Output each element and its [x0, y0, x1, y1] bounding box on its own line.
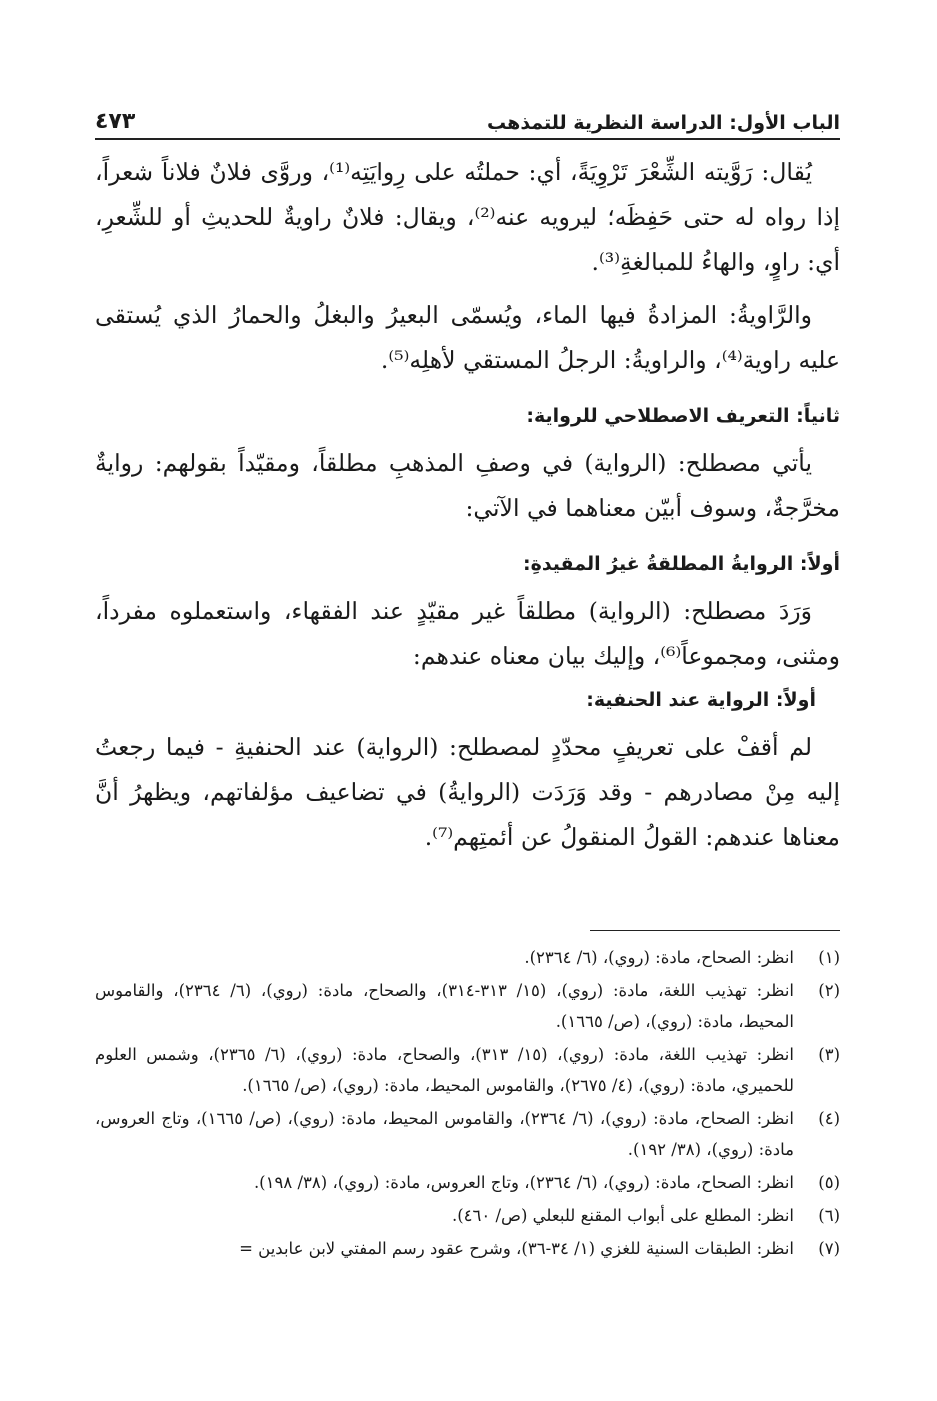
- footnote: [95, 1103, 840, 1165]
- footnote-number: (٦): [818, 1206, 840, 1225]
- running-header: [95, 98, 840, 140]
- footnote-number: (٢): [818, 981, 840, 1000]
- footnote-number: (٣): [818, 1045, 840, 1064]
- paragraph-term-usage: يأتي مصطلح: (الرواية) في وصفِ المذهبِ مطلقاً، ومقيّداً بقولهم: روايةٌ مخرَّجةٌ، وسوف أبيّن معناهما في الآتي:: [95, 449, 840, 522]
- paragraph-hanafi-meaning: لم أقفْ على تعريفٍ محدّدٍ لمصطلح: (الرواية) عند الحنفيةِ - فيما رجعتُ إليه مِنْ مصادرهم - وقد وَرَدَت (الروايةُ) في تضاعيف مؤلفاتهم، ويظهرُ أنَّ معناها عندهم: القولُ المنقولُ عن أئمتِهم⁽⁷⁾.: [95, 733, 840, 851]
- footnote: [95, 1167, 840, 1198]
- footnote-number: (٤): [818, 1109, 840, 1128]
- page-number: ٤٧٣: [95, 109, 136, 134]
- chapter-title: الباب الأول: الدراسة النظرية للتمذهب: [487, 112, 840, 134]
- footnote-text: انظر: تهذيب اللغة، مادة: (روي)، (١٥/ ٣١٣)، والصحاح، مادة: (روي)، (٦/ ٢٣٦٥)، وشمس العلوم للحميري، مادة: (روي)، (٤/ ٢٦٧٥)، والقاموس المحيط، مادة: (روي)، (ص/ ١٦٦٥).: [95, 1045, 794, 1095]
- footnote-text: انظر: الصحاح، مادة: (روي)، (٦/ ٢٣٦٤).: [524, 948, 794, 967]
- footnote-number: (٥): [818, 1173, 840, 1192]
- footnote-number: (٧): [818, 1239, 840, 1258]
- footnote: [95, 1200, 840, 1231]
- footnote-text: انظر: تهذيب اللغة، مادة: (روي)، (١٥/ ٣١٣-٣١٤)، والصحاح، مادة: (روي)، (٦/ ٢٣٦٤)، والقاموس المحيط، مادة: (روي)، (ص/ ١٦٦٥).: [95, 981, 794, 1031]
- footnote-text: انظر: الطبقات السنية للغزي (١/ ٣٤-٣٦)، وشرح عقود رسم المفتي لابن عابدين =: [239, 1239, 794, 1258]
- footnote: [95, 975, 840, 1037]
- footnote: [95, 942, 840, 973]
- section-heading-technical-definition: ثانياً: التعريف الاصطلاحي للرواية:: [526, 405, 840, 427]
- footnote: [95, 1039, 840, 1101]
- section-heading-absolute-narration: أولاً: الروايةُ المطلقةُ غيرُ المقيدةِ:: [523, 553, 840, 575]
- paragraph-fuqaha-usage: وَرَدَ مصطلح: (الرواية) مطلقاً غير مقيّدٍ عند الفقهاء، واستعملوه مفرداً، ومثنى، ومجموعاً⁽⁶⁾، وإليك بيان معناه عندهم:: [95, 597, 840, 670]
- section-heading-hanafi: أولاً: الرواية عند الحنفية:: [586, 689, 816, 711]
- footnote-text: انظر: الصحاح، مادة: (روي)، (٦/ ٢٣٦٤)، وتاج العروس، مادة: (روي)، (٣٨/ ١٩٨).: [253, 1173, 794, 1192]
- footnote-text: انظر: الصحاح، مادة: (روي)، (٦/ ٢٣٦٤)، والقاموس المحيط، مادة: (روي)، (ص/ ١٦٦٥)، وتاج العروس، مادة: (روي)، (٣٨/ ١٩٢).: [95, 1109, 794, 1159]
- footnote-text: انظر: المطلع على أبواب المقنع للبعلي (ص/ ٤٦٠).: [451, 1206, 794, 1225]
- footnote: [95, 1233, 840, 1264]
- paragraph-rawiya-meaning: والرَّاويةُ: المزادةُ فيها الماء، ويُسمّى البعيرُ والبغلُ والحمارُ الذي يُستقى عليه راوية⁽⁴⁾، والراويةُ: الرجلُ المستقي لأهلِه⁽⁵⁾.: [95, 301, 840, 374]
- paragraph-linguistic-definition: يُقال: رَوَّيته الشِّعْرَ تَرْوِيَةً، أي: حملتُه على رِوايَتِه⁽¹⁾، وروَّى فلانٌ فلاناً شعراً، إذا رواه له حتى حَفِظَه؛ ليرويه عنه⁽²⁾، ويقال: فلانٌ راويةٌ للحديثِ أو للشِّعرِ، أي: راوٍ، والهاءُ للمبالغةِ⁽³⁾.: [95, 158, 840, 276]
- footnote-separator: [590, 930, 840, 931]
- footnote-number: (١): [818, 948, 840, 967]
- footnotes: [95, 942, 840, 1266]
- main-text: [95, 150, 840, 860]
